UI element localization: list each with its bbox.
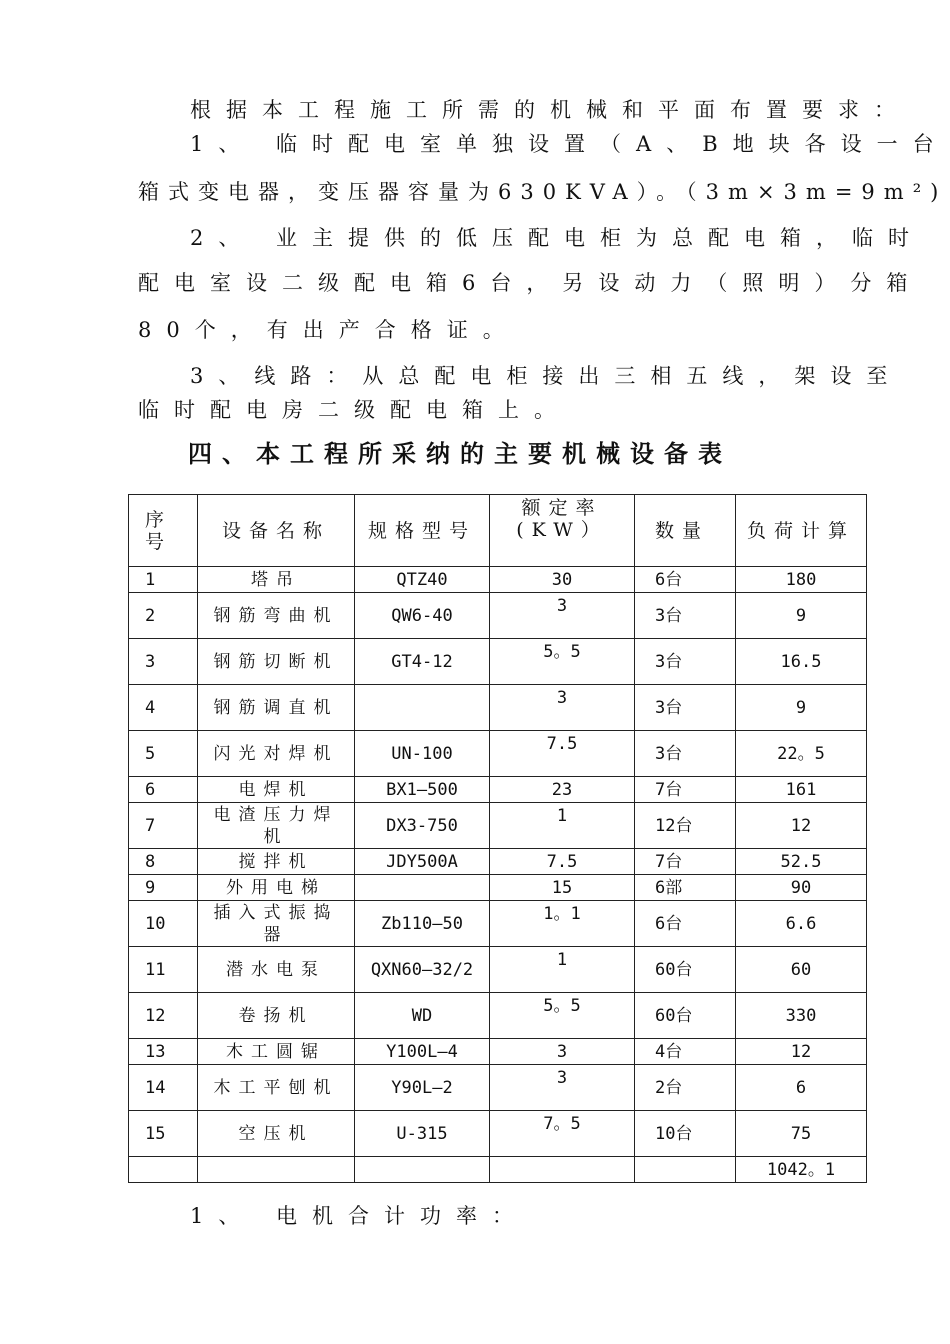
row-load: 52.5: [736, 849, 867, 875]
row-idx: 8: [129, 849, 198, 875]
row-load: 9: [736, 685, 867, 731]
row-load: 161: [736, 777, 867, 803]
row-model: BX1—500: [355, 777, 490, 803]
row-name: 闪光对焊机: [198, 731, 355, 777]
row-idx: 15: [129, 1111, 198, 1157]
row-model: QTZ40: [355, 567, 490, 593]
row-kw: 3: [490, 593, 635, 639]
row-load: 22。5: [736, 731, 867, 777]
row-qty: 3台: [635, 685, 736, 731]
row-kw: 3: [490, 1065, 635, 1111]
row-load: 75: [736, 1111, 867, 1157]
row-qty: 6台: [635, 567, 736, 593]
row-name: 钢筋调直机: [198, 685, 355, 731]
row-kw: 30: [490, 567, 635, 593]
header-qty: 数量: [635, 495, 736, 567]
row-qty: 6部: [635, 875, 736, 901]
row-kw: 23: [490, 777, 635, 803]
row-kw: 3: [490, 1039, 635, 1065]
table-row: [129, 567, 867, 593]
row-name: 木工平刨机: [198, 1065, 355, 1111]
equipment-table: [128, 494, 867, 1183]
paragraph-item2-line3: 80个，有出产合格证。: [138, 318, 519, 342]
row-load: 90: [736, 875, 867, 901]
row-load: 6.6: [736, 901, 867, 947]
row-name: 搅拌机: [198, 849, 355, 875]
table-header-row: [129, 495, 867, 567]
table-row: [129, 639, 867, 685]
paragraph-item2-line2: 配电室设二级配电箱6台，另设动力（照明）分箱: [138, 271, 923, 295]
row-idx: 1: [129, 567, 198, 593]
row-qty: 60台: [635, 947, 736, 993]
row-name: 电焊机: [198, 777, 355, 803]
row-qty: 6台: [635, 901, 736, 947]
row-kw: 7.5: [490, 731, 635, 777]
row-model: JDY500A: [355, 849, 490, 875]
row-name: 塔吊: [198, 567, 355, 593]
row-load: 60: [736, 947, 867, 993]
header-load: 负荷计算: [736, 495, 867, 567]
paragraph-item1-line2: 箱式变电器，变压器容量为630KVA）。（3m×3m=9m²): [138, 180, 948, 204]
row-qty: 10台: [635, 1111, 736, 1157]
row-load: 6: [736, 1065, 867, 1111]
row-model: U-315: [355, 1111, 490, 1157]
row-qty: 3台: [635, 731, 736, 777]
table-row: [129, 849, 867, 875]
row-idx: 9: [129, 875, 198, 901]
row-idx: 14: [129, 1065, 198, 1111]
row-idx: 6: [129, 777, 198, 803]
row-kw: 7.5: [490, 849, 635, 875]
paragraph-item3-line1: 3、线路：从总配电柜接出三相五线，架设至: [190, 364, 903, 388]
row-load: 330: [736, 993, 867, 1039]
row-idx: 2: [129, 593, 198, 639]
row-name: 钢筋弯曲机: [198, 593, 355, 639]
table-row: [129, 993, 867, 1039]
row-model: Y100L—4: [355, 1039, 490, 1065]
row-name: 空压机: [198, 1111, 355, 1157]
footer-line: 1、 电机合计功率：: [190, 1204, 529, 1228]
table-row: [129, 731, 867, 777]
table-row: [129, 947, 867, 993]
header-kw: 额定率(KW）: [490, 495, 635, 567]
row-model: [355, 875, 490, 901]
row-name: 卷扬机: [198, 993, 355, 1039]
table-total-row: [129, 1157, 867, 1183]
row-kw: 5。5: [490, 639, 635, 685]
table-row: [129, 685, 867, 731]
row-model: Y90L—2: [355, 1065, 490, 1111]
row-load: 9: [736, 593, 867, 639]
row-kw: 5。5: [490, 993, 635, 1039]
total-empty-cell: [635, 1157, 736, 1183]
row-name: 电渣压力焊机: [198, 803, 355, 849]
row-model: DX3-750: [355, 803, 490, 849]
row-idx: 5: [129, 731, 198, 777]
row-idx: 4: [129, 685, 198, 731]
row-kw: 1: [490, 803, 635, 849]
header-model: 规格型号: [355, 495, 490, 567]
row-kw: 15: [490, 875, 635, 901]
row-kw: 1。1: [490, 901, 635, 947]
table-row: [129, 803, 867, 849]
table-row: [129, 875, 867, 901]
row-idx: 10: [129, 901, 198, 947]
table-row: [129, 1111, 867, 1157]
table-row: [129, 1065, 867, 1111]
row-name: 外用电梯: [198, 875, 355, 901]
row-model: [355, 685, 490, 731]
row-qty: 4台: [635, 1039, 736, 1065]
row-load: 12: [736, 803, 867, 849]
row-idx: 3: [129, 639, 198, 685]
row-qty: 3台: [635, 593, 736, 639]
paragraph-item2-line1: 2、 业主提供的低压配电柜为总配电箱，临时: [190, 226, 925, 250]
row-model: WD: [355, 993, 490, 1039]
table-row: [129, 901, 867, 947]
row-kw: 7。5: [490, 1111, 635, 1157]
paragraph-intro: 根据本工程施工所需的机械和平面布置要求：: [190, 98, 910, 122]
row-name: 木工圆锯: [198, 1039, 355, 1065]
row-idx: 13: [129, 1039, 198, 1065]
header-name: 设备名称: [198, 495, 355, 567]
row-idx: 11: [129, 947, 198, 993]
row-kw: 1: [490, 947, 635, 993]
total-empty-cell: [355, 1157, 490, 1183]
table-row: [129, 1039, 867, 1065]
row-idx: 7: [129, 803, 198, 849]
total-load: 1042。1: [736, 1157, 867, 1183]
row-kw: 3: [490, 685, 635, 731]
table-row: [129, 777, 867, 803]
row-model: QW6-40: [355, 593, 490, 639]
row-qty: 3台: [635, 639, 736, 685]
row-idx: 12: [129, 993, 198, 1039]
row-model: QXN60—32/2: [355, 947, 490, 993]
row-load: 180: [736, 567, 867, 593]
row-load: 16.5: [736, 639, 867, 685]
row-model: Zb110—50: [355, 901, 490, 947]
row-load: 12: [736, 1039, 867, 1065]
row-model: GT4-12: [355, 639, 490, 685]
row-name: 插入式振捣器: [198, 901, 355, 947]
header-idx: 序号: [129, 495, 198, 567]
row-model: UN-100: [355, 731, 490, 777]
row-name: 潜水电泵: [198, 947, 355, 993]
total-empty-cell: [490, 1157, 635, 1183]
row-qty: 12台: [635, 803, 736, 849]
total-empty-cell: [129, 1157, 198, 1183]
row-name: 钢筋切断机: [198, 639, 355, 685]
total-empty-cell: [198, 1157, 355, 1183]
paragraph-item3-line2: 临时配电房二级配电箱上。: [138, 398, 570, 422]
row-qty: 2台: [635, 1065, 736, 1111]
section-title: 四、本工程所采纳的主要机械设备表: [188, 440, 732, 468]
row-qty: 60台: [635, 993, 736, 1039]
table-row: [129, 593, 867, 639]
row-qty: 7台: [635, 849, 736, 875]
paragraph-item1-line1: 1、 临时配电室单独设置（A、B地块各设一台: [190, 132, 949, 156]
row-qty: 7台: [635, 777, 736, 803]
